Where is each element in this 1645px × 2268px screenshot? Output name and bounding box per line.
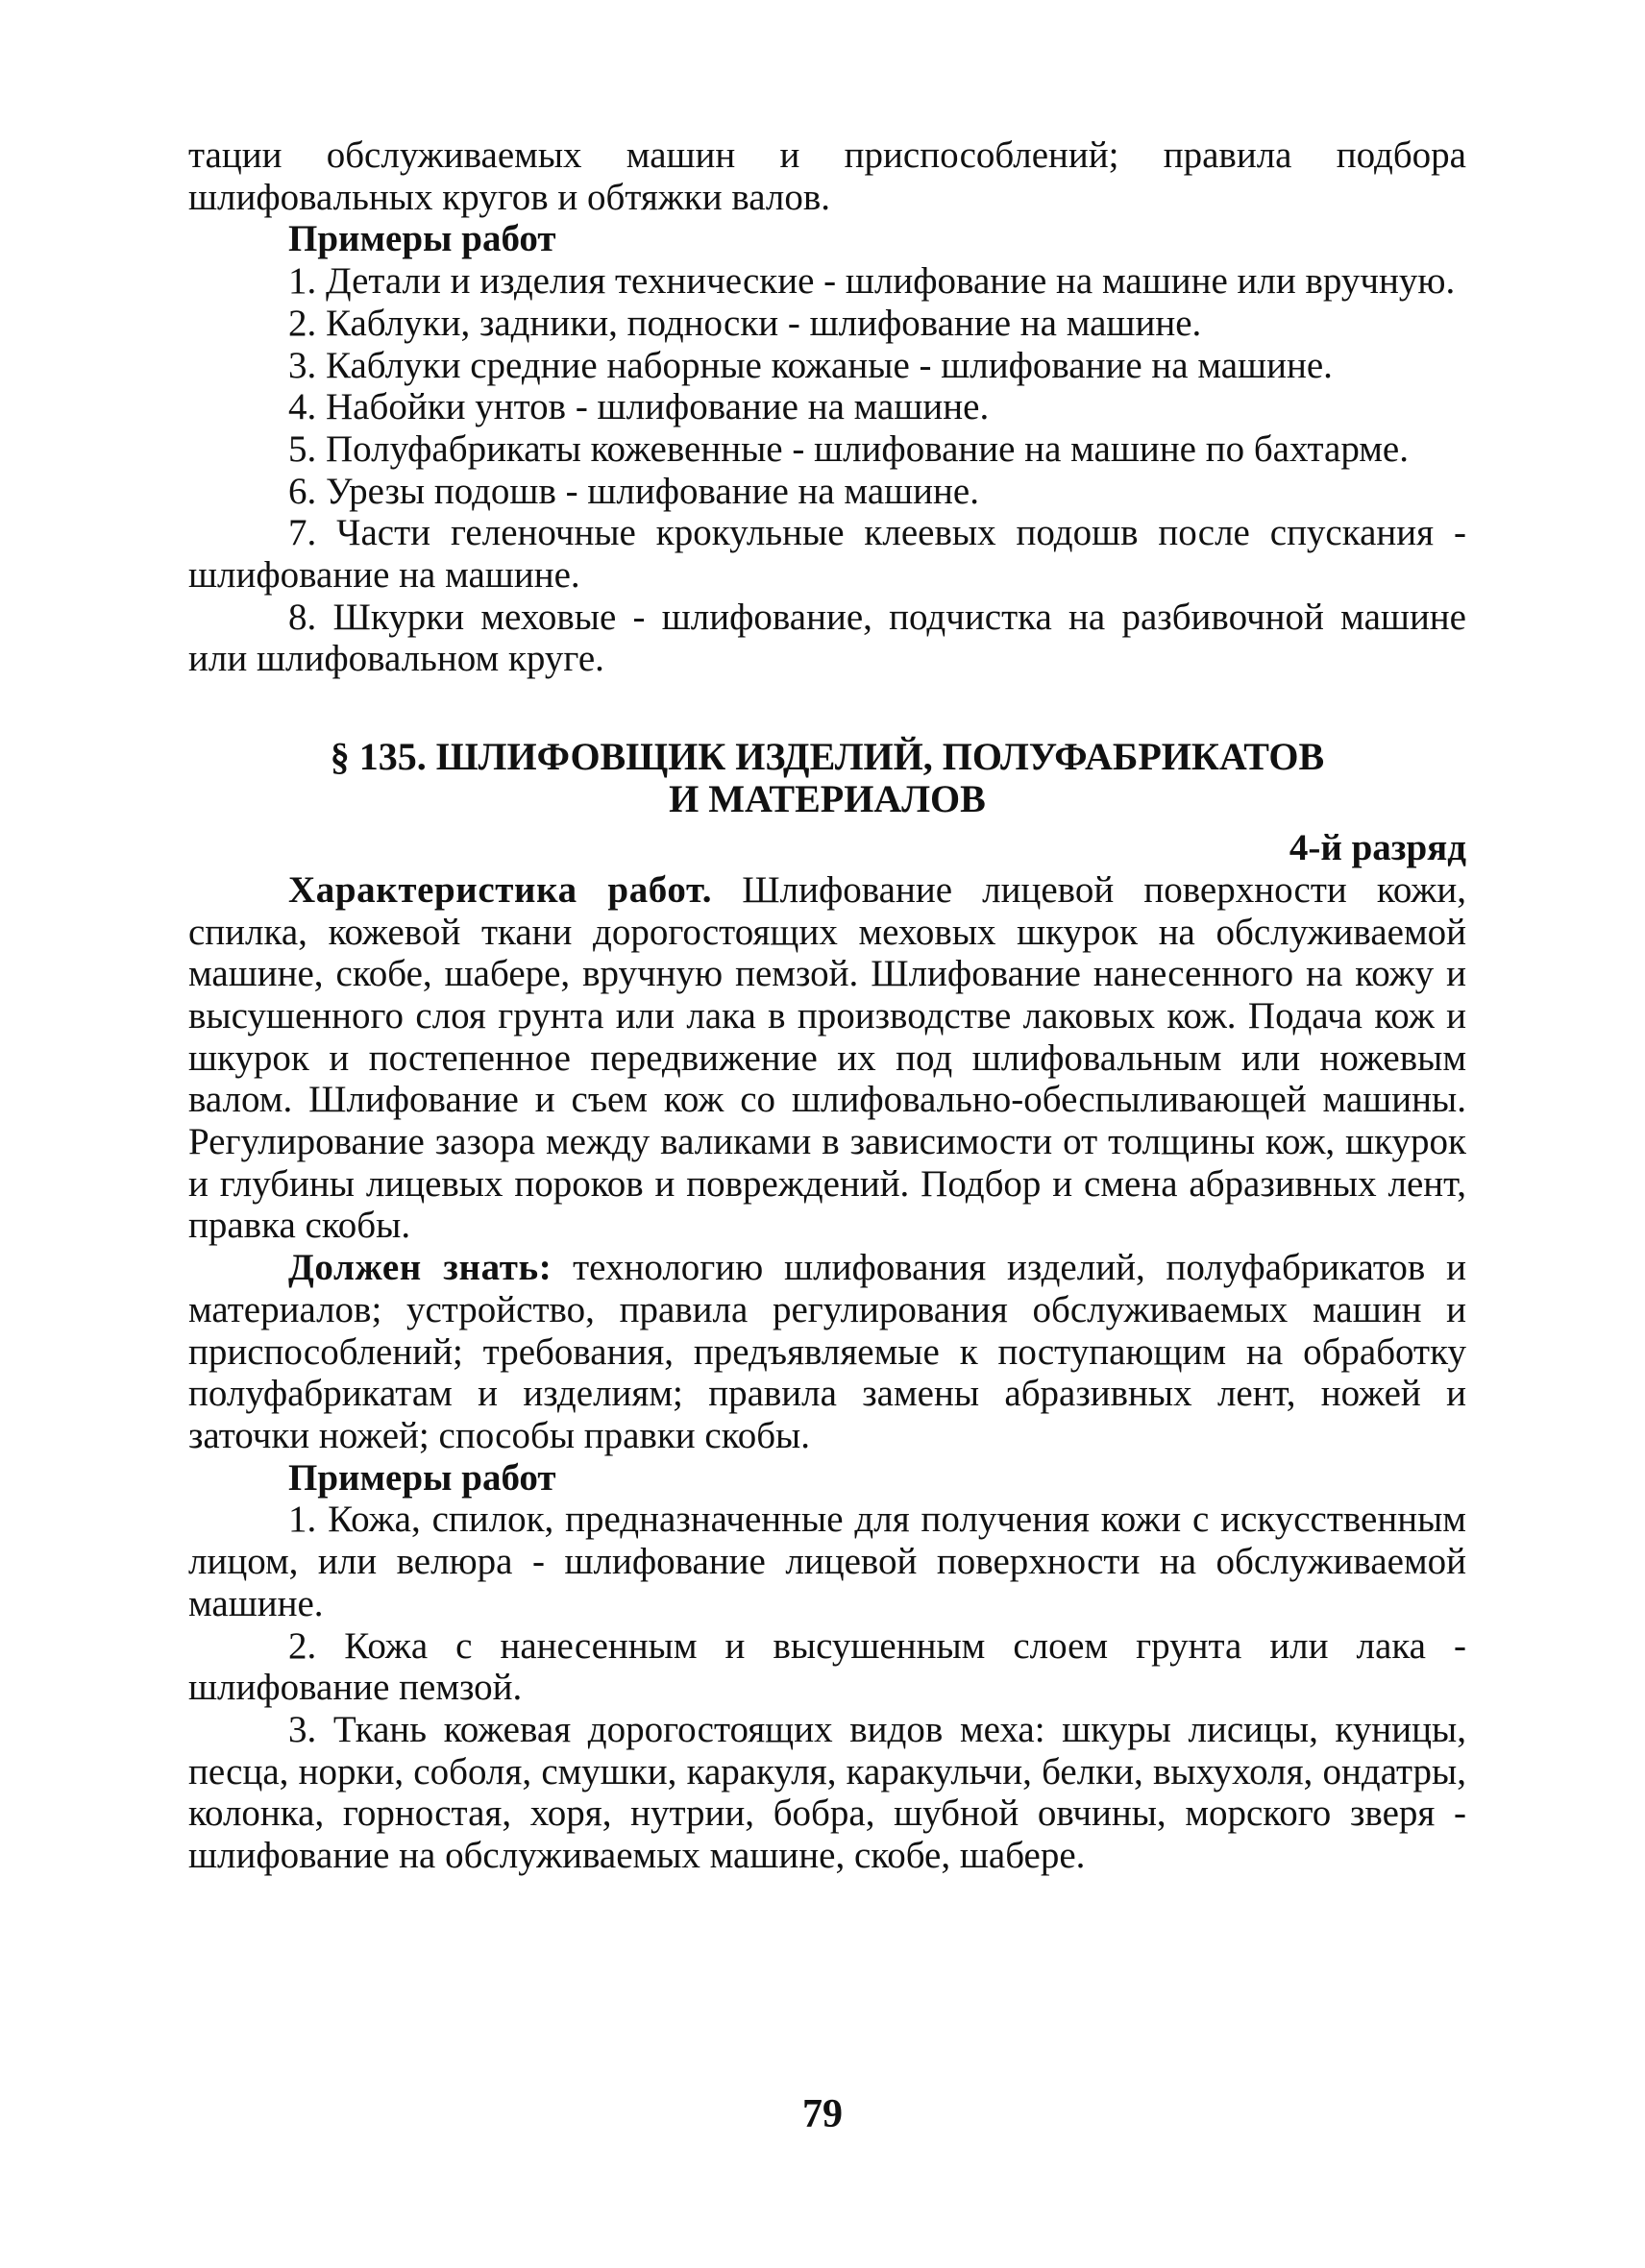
list-item: 4. Набойки унтов - шлифование на машине. (288, 386, 990, 428)
grade-label: 4-й разряд (1289, 827, 1466, 869)
document-page (188, 134, 1466, 1877)
characteristic-paragraph (188, 869, 1466, 1247)
list-item: 7. Части геленочные крокульные клеевых подошв после спускания - шлифование на машине. (188, 512, 1466, 597)
page-number: 79 (802, 2092, 843, 2136)
section-title (188, 736, 1466, 820)
list-item: 6. Урезы подошв - шлифование на машине. (288, 470, 979, 512)
characteristic-label: Характеристика работ. (288, 868, 713, 911)
knowledge-text: технологию шлифования изделий, полуфабрикатов и материалов; устройство, правила регулирования обслуживаемых машин и приспособлений; требования, предъявляемые к поступающим на обработку полуфабрикатам и изделиям; правила замены абразивных лент, ножей и заточки ножей; способы правки скобы. (188, 1247, 1466, 1456)
list-item: 1. Детали и изделия технические - шлифование на машине или вручную. (288, 260, 1456, 303)
list-item: 1. Кожа, спилок, предназначенные для получения кожи с искусственным лицом, или велюра - шлифование лицевой поверхности на обслуживаемой машине. (188, 1499, 1466, 1624)
characteristic-text: Шлифование лицевой поверхности кожи, спилка, кожевой ткани дорогостоящих меховых шкурок на обслуживаемой машине, скобе, шабере, вручную пемзой. Шлифование нанесенного на кожу и высушенного слоя грунта или лака в производстве лаковых кож. Подача кож и шкурок и постепенное передвижение их под шлифовальным или ножевым валом. Шлифование и съем кож со шлифовально-обеспыливающей машины. Регулирование зазора между валиками в зависимости от толщины кож, шкурок и глубины лицевых пороков и повреждений. Подбор и смена абразивных лент, правка скобы. (188, 868, 1466, 1247)
section-title-line-2: И МАТЕРИАЛОВ (669, 777, 986, 821)
examples-heading-top: Примеры работ (288, 218, 556, 260)
examples-heading: Примеры работ (288, 1456, 556, 1499)
section-title-line-1: § 135. ШЛИФОВЩИК ИЗДЕЛИЙ, ПОЛУФАБРИКАТОВ (330, 735, 1325, 779)
continuation-paragraph: тации обслуживаемых машин и приспособлений; правила подбора шлифовальных кругов и обтяжки валов. (188, 134, 1466, 218)
list-item: 3. Ткань кожевая дорогостоящих видов меха: шкуры лисицы, куницы, песца, норки, соболя, смушки, каракуля, каракульчи, белки, выхухоля, ондатры, колонка, горностая, хоря, нутрии, бобра, шубной овчины, морского зверя - шлифование на обслуживаемых машине, скобе, шабере. (188, 1708, 1466, 1877)
list-item: 2. Кожа с нанесенным и высушенным слоем грунта или лака - шлифование пемзой. (188, 1624, 1466, 1709)
list-item: 2. Каблуки, задники, подноски - шлифование на машине. (288, 302, 1202, 344)
list-item: 8. Шкурки меховые - шлифование, подчистка на разбивочной машине или шлифовальном круге. (188, 596, 1466, 680)
list-item: 5. Полуфабрикаты кожевенные - шлифование на машине по бахтарме. (288, 427, 1409, 470)
knowledge-paragraph (188, 1247, 1466, 1457)
list-item: 3. Каблуки средние наборные кожаные - шлифование на машине. (288, 344, 1333, 386)
knowledge-label: Должен знать: (288, 1247, 552, 1289)
